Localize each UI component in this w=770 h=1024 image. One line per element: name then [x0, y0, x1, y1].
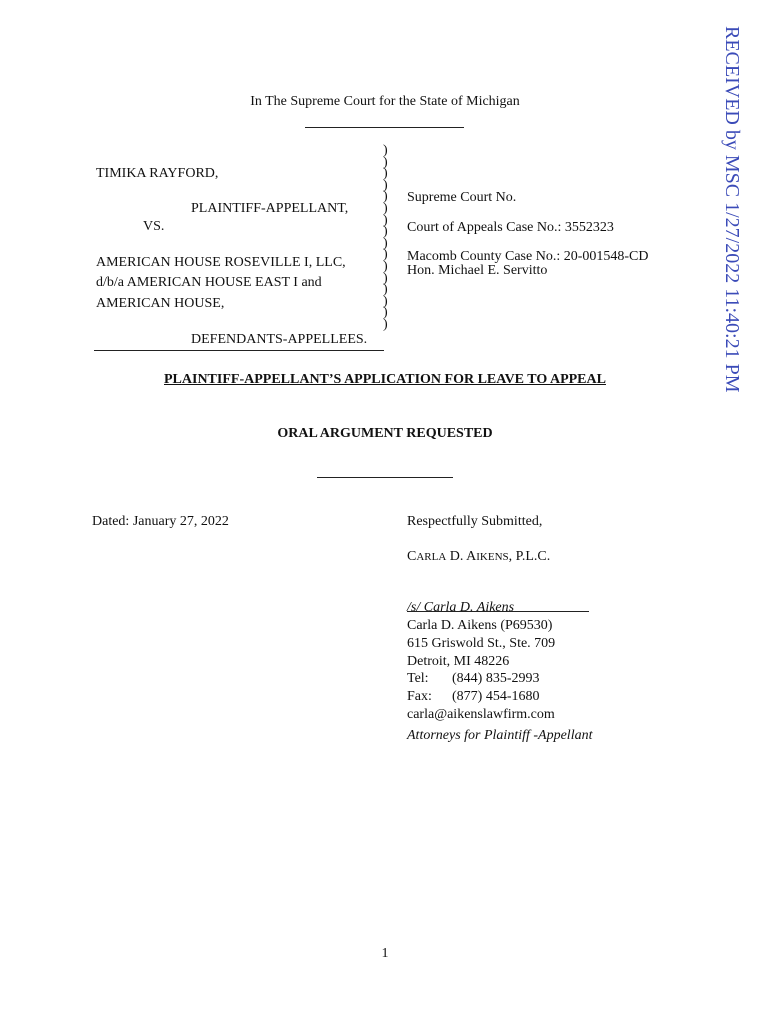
- oral-argument-request: ORAL ARGUMENT REQUESTED: [277, 426, 493, 441]
- heading-rule: [317, 477, 453, 478]
- firm-suffix: , P.L.C.: [508, 549, 551, 564]
- plaintiff-name: TIMIKA RAYFORD,: [96, 166, 219, 181]
- signature-intro: Respectfully Submitted,: [407, 514, 543, 529]
- fax-number: (877) 454-1680: [452, 689, 540, 704]
- firm-d: D. A: [446, 549, 477, 564]
- defendant-line-3: AMERICAN HOUSE,: [96, 296, 225, 311]
- address-line-1: 615 Griswold St., Ste. 709: [407, 636, 556, 651]
- court-title: In The Supreme Court for the State of Michigan: [250, 94, 520, 109]
- attorney-role: Attorneys for Plaintiff -Appellant: [407, 728, 593, 743]
- email-address[interactable]: carla@aikenslawfirm.com: [407, 707, 555, 722]
- caption-parentheses: ) ) ) ) ) ) ) ) ) ) ) ) ) ) ) ): [383, 143, 388, 332]
- attorney-name: Carla D. Aikens (P69530): [407, 618, 553, 633]
- defendant-line-1: AMERICAN HOUSE ROSEVILLE I, LLC,: [96, 255, 346, 270]
- telephone-number: (844) 835-2993: [452, 671, 540, 686]
- electronic-signature: /s/ Carla D. Aikens: [407, 600, 515, 615]
- court-of-appeals-case: Court of Appeals Case No.: 3552323: [407, 220, 614, 235]
- firm-ikens: IKENS: [476, 551, 509, 563]
- versus: VS.: [143, 219, 165, 234]
- caption-rule: [94, 350, 384, 351]
- supreme-court-no: Supreme Court No.: [407, 190, 517, 205]
- plaintiff-role: PLAINTIFF-APPELLANT,: [191, 201, 349, 216]
- document-heading: PLAINTIFF-APPELLANT’S APPLICATION FOR LEAVE TO APPEAL: [164, 372, 606, 387]
- date-line: Dated: January 27, 2022: [92, 514, 229, 529]
- defendant-role: DEFENDANTS-APPELLEES.: [191, 332, 368, 347]
- judge-name: Hon. Michael E. Servitto: [407, 263, 548, 278]
- fax-label: Fax:: [407, 689, 432, 704]
- signature-line: [407, 611, 589, 612]
- received-stamp: RECEIVED by MSC 1/27/2022 11:40:21 PM: [721, 26, 743, 393]
- county-case: Macomb County Case No.: 20-001548-CD: [407, 249, 649, 264]
- telephone-label: Tel:: [407, 671, 429, 686]
- page-number: 1: [381, 946, 389, 961]
- defendant-line-2: d/b/a AMERICAN HOUSE EAST I and: [96, 275, 322, 290]
- firm-arla: ARLA: [416, 551, 447, 563]
- address-line-2: Detroit, MI 48226: [407, 654, 510, 669]
- firm-c: C: [407, 549, 417, 564]
- title-rule: [305, 127, 464, 128]
- law-firm-name: [407, 549, 550, 565]
